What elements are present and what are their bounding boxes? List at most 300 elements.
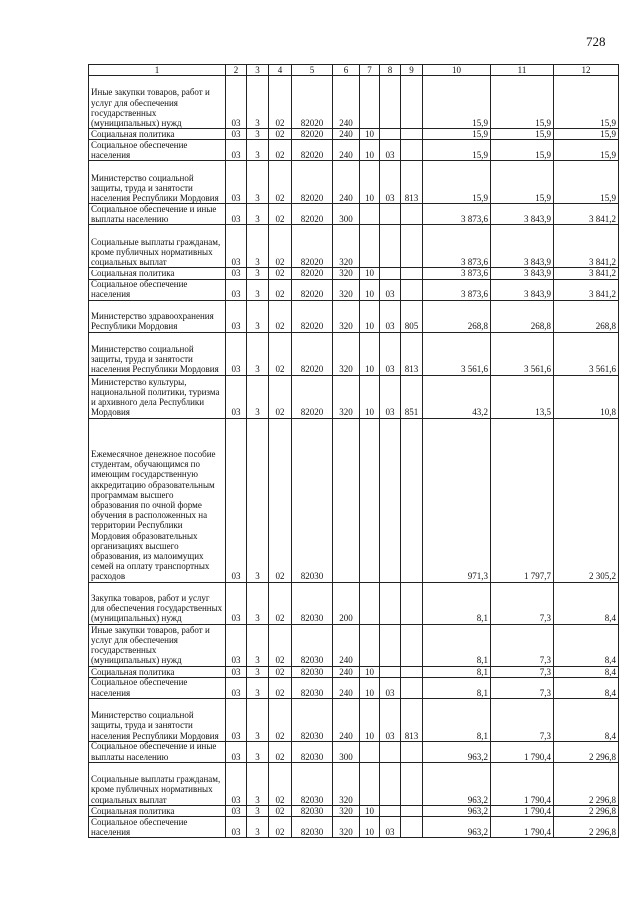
column-header: 10 <box>423 65 491 76</box>
cell-c2: 03 <box>226 666 247 677</box>
cell-c10: 8,1 <box>423 666 491 677</box>
cell-c12: 3 841,2 <box>554 279 619 300</box>
cell-c5: 82020 <box>292 300 333 332</box>
cell-c4: 02 <box>269 76 292 129</box>
cell-c12: 10,8 <box>554 375 619 418</box>
cell-c10: 15,9 <box>423 76 491 129</box>
cell-c7: 10 <box>360 698 380 741</box>
cell-c8: 03 <box>380 300 401 332</box>
cell-c7: 10 <box>360 140 380 161</box>
cell-c4: 02 <box>269 129 292 140</box>
table-row <box>89 741 619 762</box>
row-name-cell <box>89 375 226 418</box>
cell-c5: 82020 <box>292 332 333 375</box>
cell-c12: 15,9 <box>554 129 619 140</box>
cell-c7 <box>360 582 380 624</box>
cell-c12: 268,8 <box>554 300 619 332</box>
cell-c3: 3 <box>247 332 269 375</box>
cell-c4: 02 <box>269 225 292 268</box>
row-name-cell <box>89 204 226 225</box>
table-row <box>89 332 619 375</box>
cell-c10: 8,1 <box>423 698 491 741</box>
table-row <box>89 624 619 666</box>
cell-c7 <box>360 624 380 666</box>
table-row <box>89 76 619 129</box>
cell-c8 <box>380 204 401 225</box>
cell-c12: 3 841,2 <box>554 268 619 279</box>
cell-c3: 3 <box>247 582 269 624</box>
cell-c5: 82020 <box>292 375 333 418</box>
cell-c9 <box>401 805 423 816</box>
row-name: Министерство культуры, национальной политики, туризма и архивного дела Республики Мордовия <box>91 376 220 418</box>
cell-c11: 3 561,6 <box>491 332 554 375</box>
cell-c9 <box>401 741 423 762</box>
cell-c10: 963,2 <box>423 741 491 762</box>
cell-c7: 10 <box>360 161 380 204</box>
cell-c2: 03 <box>226 624 247 666</box>
cell-c8: 03 <box>380 817 401 838</box>
cell-c7 <box>360 225 380 268</box>
cell-c3: 3 <box>247 698 269 741</box>
cell-c2: 03 <box>226 204 247 225</box>
cell-c10: 3 873,6 <box>423 225 491 268</box>
cell-c8 <box>380 268 401 279</box>
cell-c7: 10 <box>360 129 380 140</box>
cell-c4: 02 <box>269 741 292 762</box>
cell-c6: 240 <box>333 666 360 677</box>
table-header-row <box>89 65 619 76</box>
cell-c9 <box>401 129 423 140</box>
row-name: Социальное обеспечение населения <box>91 279 188 300</box>
cell-c9 <box>401 817 423 838</box>
cell-c8 <box>380 582 401 624</box>
row-name: Социальная политика <box>91 667 175 677</box>
cell-c9 <box>401 762 423 805</box>
cell-c5: 82020 <box>292 76 333 129</box>
cell-c2: 03 <box>226 375 247 418</box>
cell-c5: 82030 <box>292 817 333 838</box>
cell-c2: 03 <box>226 817 247 838</box>
cell-c7: 10 <box>360 817 380 838</box>
cell-c6: 320 <box>333 805 360 816</box>
cell-c7: 10 <box>360 300 380 332</box>
row-name-cell <box>89 140 226 161</box>
cell-c7 <box>360 762 380 805</box>
cell-c10: 963,2 <box>423 762 491 805</box>
cell-c12: 2 296,8 <box>554 805 619 816</box>
cell-c4: 02 <box>269 582 292 624</box>
cell-c5: 82020 <box>292 129 333 140</box>
cell-c12: 3 841,2 <box>554 204 619 225</box>
column-header: 5 <box>292 65 333 76</box>
cell-c7: 10 <box>360 332 380 375</box>
cell-c3: 3 <box>247 129 269 140</box>
row-name: Социальные выплаты гражданам, кроме публичных нормативных социальных выплат <box>91 774 221 805</box>
cell-c8: 03 <box>380 140 401 161</box>
cell-c3: 3 <box>247 741 269 762</box>
row-name-cell <box>89 677 226 698</box>
cell-c3: 3 <box>247 418 269 582</box>
table-row <box>89 300 619 332</box>
row-name: Министерство здравоохранения Республики Мордовия <box>91 311 214 332</box>
cell-c4: 02 <box>269 817 292 838</box>
table-row <box>89 140 619 161</box>
cell-c8 <box>380 624 401 666</box>
row-name-cell <box>89 805 226 816</box>
column-header: 1 <box>89 65 226 76</box>
cell-c12: 2 296,8 <box>554 741 619 762</box>
cell-c6: 320 <box>333 375 360 418</box>
cell-c7: 10 <box>360 375 380 418</box>
cell-c12: 2 305,2 <box>554 418 619 582</box>
cell-c12: 2 296,8 <box>554 817 619 838</box>
cell-c4: 02 <box>269 762 292 805</box>
cell-c4: 02 <box>269 375 292 418</box>
table-row <box>89 375 619 418</box>
cell-c2: 03 <box>226 268 247 279</box>
cell-c12: 2 296,8 <box>554 762 619 805</box>
cell-c2: 03 <box>226 418 247 582</box>
table-row <box>89 582 619 624</box>
cell-c6: 320 <box>333 817 360 838</box>
cell-c3: 3 <box>247 300 269 332</box>
row-name: Закупка товаров, работ и услуг для обеспечения государственных (муниципальных) нужд <box>91 593 223 624</box>
cell-c6: 240 <box>333 76 360 129</box>
cell-c11: 3 843,9 <box>491 225 554 268</box>
cell-c7 <box>360 204 380 225</box>
cell-c5: 82020 <box>292 140 333 161</box>
cell-c5: 82030 <box>292 762 333 805</box>
row-name-cell <box>89 624 226 666</box>
cell-c6: 320 <box>333 762 360 805</box>
cell-c5: 82020 <box>292 225 333 268</box>
cell-c11: 15,9 <box>491 140 554 161</box>
table-row <box>89 666 619 677</box>
budget-table <box>88 64 619 838</box>
cell-c11: 1 790,4 <box>491 805 554 816</box>
cell-c3: 3 <box>247 140 269 161</box>
cell-c6 <box>333 418 360 582</box>
row-name: Социальное обеспечение и иные выплаты населению <box>91 204 217 225</box>
column-header: 7 <box>360 65 380 76</box>
table-row <box>89 762 619 805</box>
row-name: Социальная политика <box>91 269 175 279</box>
cell-c9 <box>401 279 423 300</box>
cell-c4: 02 <box>269 677 292 698</box>
cell-c12: 8,4 <box>554 677 619 698</box>
row-name: Социальная политика <box>91 130 175 140</box>
column-header: 11 <box>491 65 554 76</box>
column-header: 6 <box>333 65 360 76</box>
row-name-cell <box>89 698 226 741</box>
cell-c8: 03 <box>380 161 401 204</box>
cell-c11: 3 843,9 <box>491 204 554 225</box>
cell-c5: 82020 <box>292 204 333 225</box>
cell-c8: 03 <box>380 279 401 300</box>
cell-c3: 3 <box>247 375 269 418</box>
column-header: 12 <box>554 65 619 76</box>
cell-c7 <box>360 76 380 129</box>
cell-c5: 82020 <box>292 268 333 279</box>
cell-c8: 03 <box>380 677 401 698</box>
row-name: Социальное обеспечение населения <box>91 817 188 837</box>
cell-c10: 15,9 <box>423 129 491 140</box>
cell-c4: 02 <box>269 140 292 161</box>
cell-c2: 03 <box>226 300 247 332</box>
cell-c11: 1 797,7 <box>491 418 554 582</box>
row-name: Социальное обеспечение населения <box>91 677 188 698</box>
cell-c6: 240 <box>333 698 360 741</box>
cell-c9 <box>401 666 423 677</box>
table-row <box>89 204 619 225</box>
cell-c2: 03 <box>226 582 247 624</box>
cell-c10: 8,1 <box>423 582 491 624</box>
cell-c9 <box>401 418 423 582</box>
cell-c10: 963,2 <box>423 805 491 816</box>
cell-c11: 3 843,9 <box>491 268 554 279</box>
table-row <box>89 225 619 268</box>
cell-c10: 8,1 <box>423 677 491 698</box>
cell-c6: 320 <box>333 268 360 279</box>
cell-c9 <box>401 225 423 268</box>
cell-c12: 3 841,2 <box>554 225 619 268</box>
cell-c4: 02 <box>269 161 292 204</box>
cell-c12: 15,9 <box>554 161 619 204</box>
cell-c2: 03 <box>226 129 247 140</box>
cell-c6: 320 <box>333 300 360 332</box>
cell-c3: 3 <box>247 204 269 225</box>
row-name: Иные закупки товаров, работ и услуг для обеспечения государственных (муниципальных) нужд <box>91 624 210 666</box>
cell-c9: 813 <box>401 698 423 741</box>
table-row <box>89 161 619 204</box>
row-name-cell <box>89 332 226 375</box>
table-row <box>89 418 619 582</box>
cell-c9 <box>401 677 423 698</box>
cell-c10: 15,9 <box>423 140 491 161</box>
cell-c12: 8,4 <box>554 582 619 624</box>
table-row <box>89 817 619 838</box>
cell-c10: 963,2 <box>423 817 491 838</box>
cell-c9: 813 <box>401 332 423 375</box>
cell-c9 <box>401 268 423 279</box>
cell-c8 <box>380 741 401 762</box>
cell-c11: 13,5 <box>491 375 554 418</box>
cell-c3: 3 <box>247 805 269 816</box>
row-name-cell <box>89 666 226 677</box>
column-header: 2 <box>226 65 247 76</box>
cell-c3: 3 <box>247 225 269 268</box>
cell-c7: 10 <box>360 805 380 816</box>
cell-c8: 03 <box>380 332 401 375</box>
table-row <box>89 677 619 698</box>
cell-c11: 7,3 <box>491 698 554 741</box>
cell-c5: 82030 <box>292 624 333 666</box>
row-name-cell <box>89 418 226 582</box>
cell-c4: 02 <box>269 279 292 300</box>
cell-c8 <box>380 129 401 140</box>
cell-c11: 1 790,4 <box>491 741 554 762</box>
cell-c11: 268,8 <box>491 300 554 332</box>
cell-c3: 3 <box>247 624 269 666</box>
cell-c4: 02 <box>269 300 292 332</box>
cell-c4: 02 <box>269 418 292 582</box>
cell-c8 <box>380 225 401 268</box>
cell-c10: 3 873,6 <box>423 279 491 300</box>
table-row <box>89 698 619 741</box>
cell-c4: 02 <box>269 666 292 677</box>
cell-c2: 03 <box>226 677 247 698</box>
cell-c10: 15,9 <box>423 161 491 204</box>
row-name-cell <box>89 279 226 300</box>
cell-c6: 320 <box>333 279 360 300</box>
cell-c3: 3 <box>247 666 269 677</box>
cell-c4: 02 <box>269 268 292 279</box>
cell-c10: 8,1 <box>423 624 491 666</box>
cell-c11: 7,3 <box>491 582 554 624</box>
cell-c11: 15,9 <box>491 161 554 204</box>
cell-c4: 02 <box>269 805 292 816</box>
column-header: 4 <box>269 65 292 76</box>
cell-c6: 300 <box>333 204 360 225</box>
cell-c7: 10 <box>360 677 380 698</box>
cell-c2: 03 <box>226 161 247 204</box>
cell-c2: 03 <box>226 76 247 129</box>
cell-c5: 82030 <box>292 677 333 698</box>
cell-c2: 03 <box>226 698 247 741</box>
row-name-cell <box>89 225 226 268</box>
cell-c5: 82030 <box>292 698 333 741</box>
row-name: Министерство социальной защиты, труда и занятости населения Республики Мордовия <box>91 710 219 741</box>
cell-c3: 3 <box>247 762 269 805</box>
cell-c3: 3 <box>247 161 269 204</box>
cell-c6: 320 <box>333 332 360 375</box>
cell-c6: 300 <box>333 741 360 762</box>
cell-c7 <box>360 741 380 762</box>
cell-c5: 82030 <box>292 666 333 677</box>
cell-c2: 03 <box>226 762 247 805</box>
table-row <box>89 805 619 816</box>
cell-c8 <box>380 666 401 677</box>
cell-c10: 3 873,6 <box>423 268 491 279</box>
cell-c8 <box>380 418 401 582</box>
cell-c10: 3 561,6 <box>423 332 491 375</box>
cell-c3: 3 <box>247 268 269 279</box>
cell-c3: 3 <box>247 817 269 838</box>
row-name-cell <box>89 300 226 332</box>
cell-c5: 82030 <box>292 582 333 624</box>
cell-c2: 03 <box>226 332 247 375</box>
cell-c11: 7,3 <box>491 624 554 666</box>
cell-c10: 3 873,6 <box>423 204 491 225</box>
cell-c2: 03 <box>226 741 247 762</box>
cell-c11: 15,9 <box>491 76 554 129</box>
row-name-cell <box>89 161 226 204</box>
cell-c7: 10 <box>360 268 380 279</box>
cell-c12: 8,4 <box>554 624 619 666</box>
cell-c11: 1 790,4 <box>491 762 554 805</box>
cell-c6: 240 <box>333 129 360 140</box>
cell-c9: 805 <box>401 300 423 332</box>
cell-c4: 02 <box>269 332 292 375</box>
cell-c5: 82030 <box>292 741 333 762</box>
page-number: 728 <box>586 34 606 49</box>
column-header: 9 <box>401 65 423 76</box>
column-header: 3 <box>247 65 269 76</box>
cell-c10: 268,8 <box>423 300 491 332</box>
cell-c12: 15,9 <box>554 140 619 161</box>
table-row <box>89 129 619 140</box>
cell-c2: 03 <box>226 279 247 300</box>
cell-c6: 200 <box>333 582 360 624</box>
row-name: Социальные выплаты гражданам, кроме публичных нормативных социальных выплат <box>91 236 221 268</box>
cell-c10: 971,3 <box>423 418 491 582</box>
cell-c6: 240 <box>333 161 360 204</box>
cell-c12: 15,9 <box>554 76 619 129</box>
cell-c4: 02 <box>269 204 292 225</box>
row-name: Социальная политика <box>91 807 175 816</box>
cell-c3: 3 <box>247 76 269 129</box>
cell-c6: 240 <box>333 677 360 698</box>
cell-c9 <box>401 204 423 225</box>
cell-c2: 03 <box>226 805 247 816</box>
row-name-cell <box>89 129 226 140</box>
cell-c3: 3 <box>247 279 269 300</box>
row-name-cell <box>89 76 226 129</box>
cell-c5: 82030 <box>292 418 333 582</box>
cell-c7: 10 <box>360 279 380 300</box>
cell-c5: 82030 <box>292 805 333 816</box>
cell-c12: 8,4 <box>554 698 619 741</box>
cell-c9 <box>401 140 423 161</box>
cell-c6: 320 <box>333 225 360 268</box>
row-name: Министерство социальной защиты, труда и занятости населения Республики Мордовия <box>91 344 219 375</box>
cell-c4: 02 <box>269 698 292 741</box>
row-name-cell <box>89 268 226 279</box>
row-name: Ежемесячное денежное пособие студентам, обучающимся по имеющим государственную аккредитацию образовательным программам высшего образования по очной форме обучения в расположенных на территории Республики Мордовия образовательных организациях высшего образования, из малоимущих семей на оплату транспортных расходов <box>91 448 216 582</box>
row-name-cell <box>89 741 226 762</box>
cell-c12: 3 561,6 <box>554 332 619 375</box>
cell-c11: 3 843,9 <box>491 279 554 300</box>
row-name: Социальное обеспечение населения <box>91 140 188 161</box>
cell-c7: 10 <box>360 666 380 677</box>
row-name: Министерство социальной защиты, труда и занятости населения Республики Мордовия <box>91 172 219 204</box>
cell-c11: 15,9 <box>491 129 554 140</box>
cell-c8: 03 <box>380 375 401 418</box>
cell-c8 <box>380 76 401 129</box>
cell-c5: 82020 <box>292 279 333 300</box>
cell-c9: 813 <box>401 161 423 204</box>
row-name-cell <box>89 817 226 838</box>
column-header: 8 <box>380 65 401 76</box>
cell-c9 <box>401 582 423 624</box>
cell-c2: 03 <box>226 225 247 268</box>
row-name-cell <box>89 762 226 805</box>
row-name: Социальное обеспечение и иные выплаты населению <box>91 741 217 762</box>
cell-c11: 7,3 <box>491 677 554 698</box>
table-row <box>89 279 619 300</box>
row-name-cell <box>89 582 226 624</box>
cell-c5: 82020 <box>292 161 333 204</box>
cell-c11: 7,3 <box>491 666 554 677</box>
cell-c6: 240 <box>333 624 360 666</box>
table-row <box>89 268 619 279</box>
cell-c12: 8,4 <box>554 666 619 677</box>
cell-c8: 03 <box>380 698 401 741</box>
cell-c10: 43,2 <box>423 375 491 418</box>
cell-c7 <box>360 418 380 582</box>
cell-c2: 03 <box>226 140 247 161</box>
cell-c6: 240 <box>333 140 360 161</box>
